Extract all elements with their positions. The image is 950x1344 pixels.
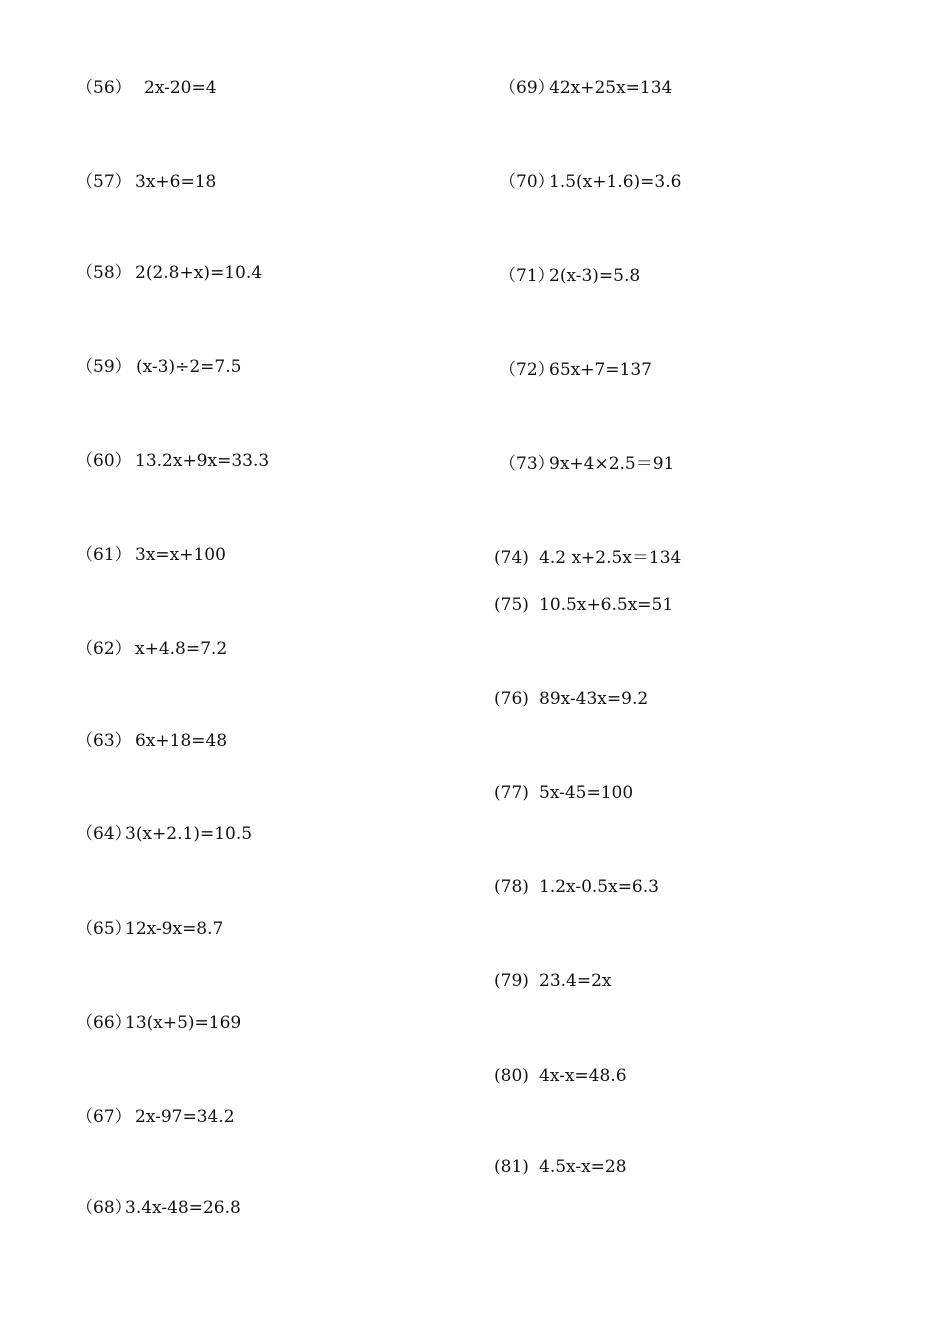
problem-equation: 4.2 x+2.5x＝134 — [539, 548, 682, 568]
problem-number: （72） — [499, 360, 555, 380]
problem-equation: 3.4x-48=26.8 — [125, 1198, 241, 1218]
problem-equation: 6x+18=48 — [135, 731, 228, 751]
problem-number: （71） — [499, 266, 555, 286]
problem-number: （66） — [76, 1013, 132, 1033]
problem-number: (79) — [494, 971, 529, 991]
problem-number: (78) — [494, 877, 529, 897]
problem-62 — [76, 639, 227, 659]
problem-number: （59） — [76, 357, 132, 377]
problem-72 — [499, 360, 652, 380]
problem-65 — [76, 919, 223, 939]
problem-number: (74) — [494, 548, 529, 568]
problem-equation: 89x-43x=9.2 — [539, 689, 649, 709]
problem-63 — [76, 731, 227, 751]
problem-59 — [76, 357, 241, 377]
problem-equation: 13(x+5)=169 — [125, 1013, 242, 1033]
problem-number: (80) — [494, 1066, 529, 1086]
problem-71 — [499, 266, 640, 286]
problem-equation: 2x-20=4 — [144, 78, 217, 98]
problem-equation: 42x+25x=134 — [549, 78, 673, 98]
problem-equation: 1.2x-0.5x=6.3 — [539, 877, 659, 897]
problem-number: （61） — [76, 545, 132, 565]
problem-equation: 12x-9x=8.7 — [125, 919, 224, 939]
problem-number: (77) — [494, 783, 529, 803]
problem-equation: 3(x+2.1)=10.5 — [125, 824, 253, 844]
problem-number: （60） — [76, 451, 132, 471]
problem-number: （68） — [76, 1198, 132, 1218]
problem-number: （73） — [499, 454, 555, 474]
problem-number: （70） — [499, 172, 555, 192]
problem-80 — [494, 1066, 627, 1086]
problem-number: （69） — [499, 78, 555, 98]
problem-56 — [76, 78, 217, 98]
problem-number: (75) — [494, 595, 529, 615]
problem-equation: 3x=x+100 — [135, 545, 226, 565]
problem-equation: 2x-97=34.2 — [135, 1107, 235, 1127]
problem-73 — [499, 454, 674, 474]
problem-78 — [494, 877, 659, 897]
problem-equation: 65x+7=137 — [549, 360, 652, 380]
problem-77 — [494, 783, 633, 803]
problem-76 — [494, 689, 648, 709]
problem-equation: 2(x-3)=5.8 — [549, 266, 641, 286]
problem-67 — [76, 1107, 235, 1127]
problem-number: (81) — [494, 1157, 529, 1177]
problem-equation: 9x+4×2.5＝91 — [549, 454, 675, 474]
problem-equation: 3x+6=18 — [135, 172, 217, 192]
problem-equation: 5x-45=100 — [539, 783, 634, 803]
problem-57 — [76, 172, 216, 192]
problem-number: （67） — [76, 1107, 132, 1127]
problem-60 — [76, 451, 269, 471]
problem-number: （57） — [76, 172, 132, 192]
problem-66 — [76, 1013, 241, 1033]
problem-equation: 1.5(x+1.6)=3.6 — [549, 172, 682, 192]
problem-68 — [76, 1198, 241, 1218]
problem-number: （62） — [76, 639, 132, 659]
problem-number: (76) — [494, 689, 529, 709]
problem-number: （65） — [76, 919, 132, 939]
problem-79 — [494, 971, 612, 991]
problem-equation: 13.2x+9x=33.3 — [135, 451, 270, 471]
problem-number: （56） — [76, 78, 132, 98]
problem-70 — [499, 172, 681, 192]
problem-equation: (x-3)÷2=7.5 — [136, 357, 242, 377]
problem-equation: 23.4=2x — [539, 971, 612, 991]
problem-equation: 4x-x=48.6 — [539, 1066, 627, 1086]
problem-69 — [499, 78, 672, 98]
problem-75 — [494, 595, 673, 615]
problem-equation: x+4.8=7.2 — [135, 639, 228, 659]
problem-64 — [76, 824, 252, 844]
problem-number: （64） — [76, 824, 132, 844]
problem-equation: 2(2.8+x)=10.4 — [135, 263, 263, 283]
problem-74 — [494, 548, 681, 568]
problem-58 — [76, 263, 262, 283]
problem-number: （58） — [76, 263, 132, 283]
problem-81 — [494, 1157, 627, 1177]
problem-equation: 4.5x-x=28 — [539, 1157, 627, 1177]
problem-equation: 10.5x+6.5x=51 — [539, 595, 674, 615]
problem-number: （63） — [76, 731, 132, 751]
problem-61 — [76, 545, 226, 565]
